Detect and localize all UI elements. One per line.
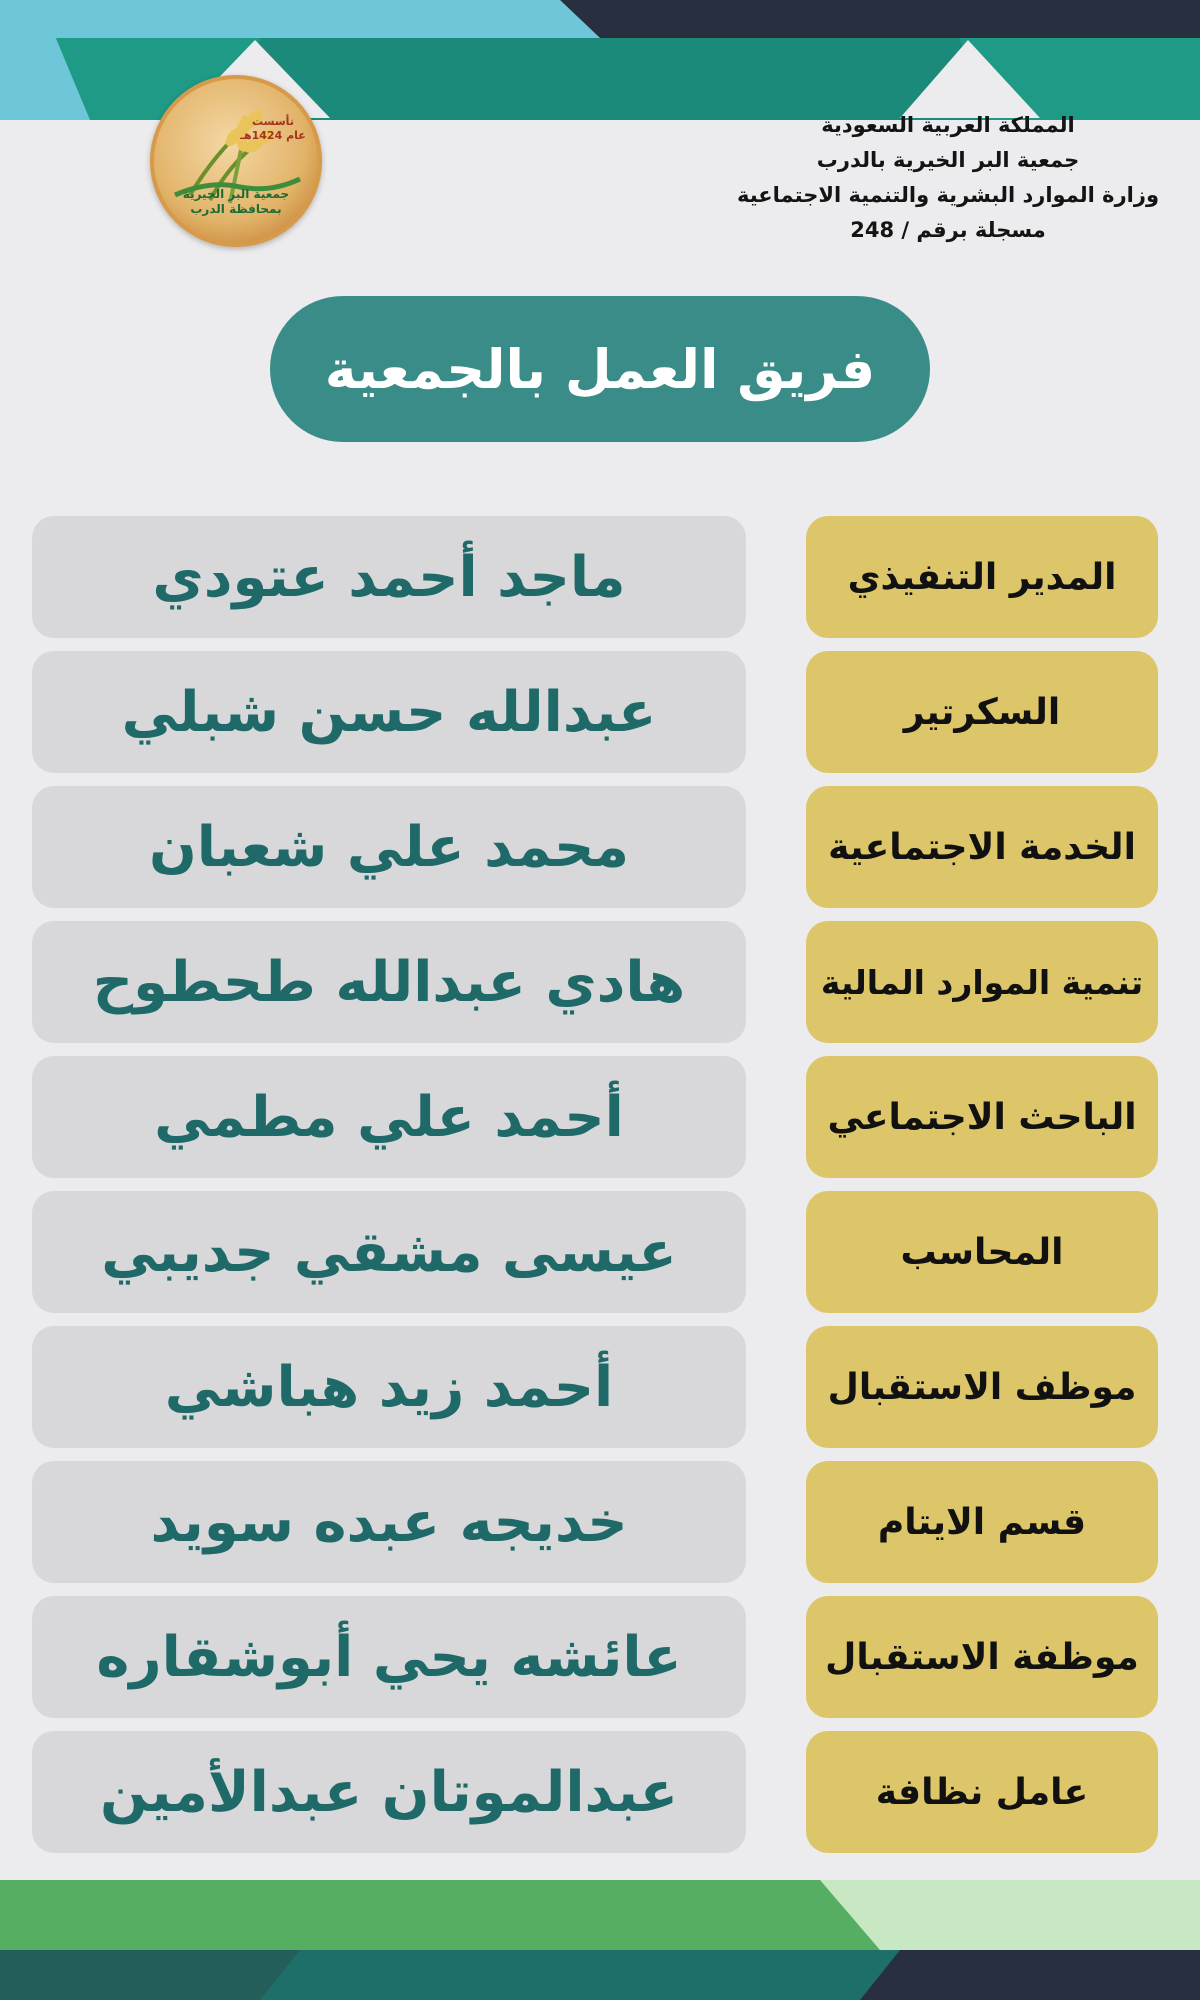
- member-role-box: [806, 651, 1158, 773]
- member-role: تنمية الموارد المالية: [820, 962, 1144, 1002]
- member-role: الباحث الاجتماعي: [827, 1096, 1137, 1138]
- member-role: السكرتير: [903, 691, 1061, 733]
- team-row: [0, 1596, 1200, 1718]
- member-role: موظف الاستقبال: [827, 1366, 1137, 1408]
- member-role: قسم الايتام: [877, 1501, 1087, 1543]
- member-name-box: [32, 651, 746, 773]
- org-country: المملكة العربية السعودية: [821, 113, 1075, 137]
- member-name: عبدالموتان عبدالأمين: [100, 1759, 678, 1825]
- member-role: موظفة الاستقبال: [825, 1636, 1139, 1678]
- page-title: فريق العمل بالجمعية: [324, 337, 876, 401]
- member-role-box: [806, 1191, 1158, 1313]
- member-name-box: [32, 1596, 746, 1718]
- member-role-box: [806, 921, 1158, 1043]
- member-name-box: [32, 516, 746, 638]
- member-name: عائشه يحي أبوشقاره: [96, 1624, 682, 1690]
- member-name-box: [32, 1326, 746, 1448]
- member-name: محمد علي شعبان: [148, 814, 630, 880]
- team-row: [0, 921, 1200, 1043]
- member-name-box: [32, 1731, 746, 1853]
- org-registration: مسجلة برقم / 248: [850, 218, 1046, 242]
- organization-info: [718, 108, 1178, 248]
- member-role: المحاسب: [900, 1231, 1064, 1273]
- team-row: [0, 516, 1200, 638]
- member-role-box: [806, 1596, 1158, 1718]
- member-name-box: [32, 921, 746, 1043]
- member-name-box: [32, 1056, 746, 1178]
- team-row: [0, 1056, 1200, 1178]
- organization-logo: [150, 75, 322, 247]
- member-name-box: [32, 786, 746, 908]
- team-row: [0, 1191, 1200, 1313]
- member-name: خديجه عبده سويد: [150, 1489, 628, 1555]
- member-name: عبدالله حسن شبلي: [121, 679, 657, 745]
- member-name: عيسى مشقي جديبي: [101, 1219, 677, 1285]
- page-title-pill: [270, 296, 930, 442]
- member-name: أحمد زيد هباشي: [164, 1354, 614, 1420]
- logo-organization-name: جمعية البر الخيرية بمحافظة الدرب: [182, 187, 290, 216]
- team-row: [0, 1326, 1200, 1448]
- wheat-emblem-icon: [150, 75, 322, 247]
- team-row: [0, 1731, 1200, 1853]
- member-name-box: [32, 1191, 746, 1313]
- member-role-box: [806, 1326, 1158, 1448]
- team-row: [0, 651, 1200, 773]
- member-name: أحمد علي مطمي: [154, 1084, 624, 1150]
- team-row: [0, 786, 1200, 908]
- member-role-box: [806, 1056, 1158, 1178]
- member-role-box: [806, 1461, 1158, 1583]
- member-name-box: [32, 1461, 746, 1583]
- org-name: جمعية البر الخيرية بالدرب: [816, 148, 1080, 172]
- member-role-box: [806, 1731, 1158, 1853]
- member-role-box: [806, 786, 1158, 908]
- member-role: الخدمة الاجتماعية: [828, 826, 1136, 868]
- bottom-banner: [0, 1880, 1200, 2000]
- member-role: المدير التنفيذي: [847, 556, 1117, 598]
- member-role: عامل نظافة: [875, 1771, 1089, 1813]
- org-ministry: وزارة الموارد البشرية والتنمية الاجتماعية: [737, 183, 1159, 207]
- member-role-box: [806, 516, 1158, 638]
- team-row: [0, 1461, 1200, 1583]
- member-name: ماجد أحمد عتودي: [152, 544, 626, 610]
- logo-founding-year: تأسست عام 1424هـ: [240, 115, 306, 142]
- member-name: هادي عبدالله طحطوح: [92, 949, 686, 1015]
